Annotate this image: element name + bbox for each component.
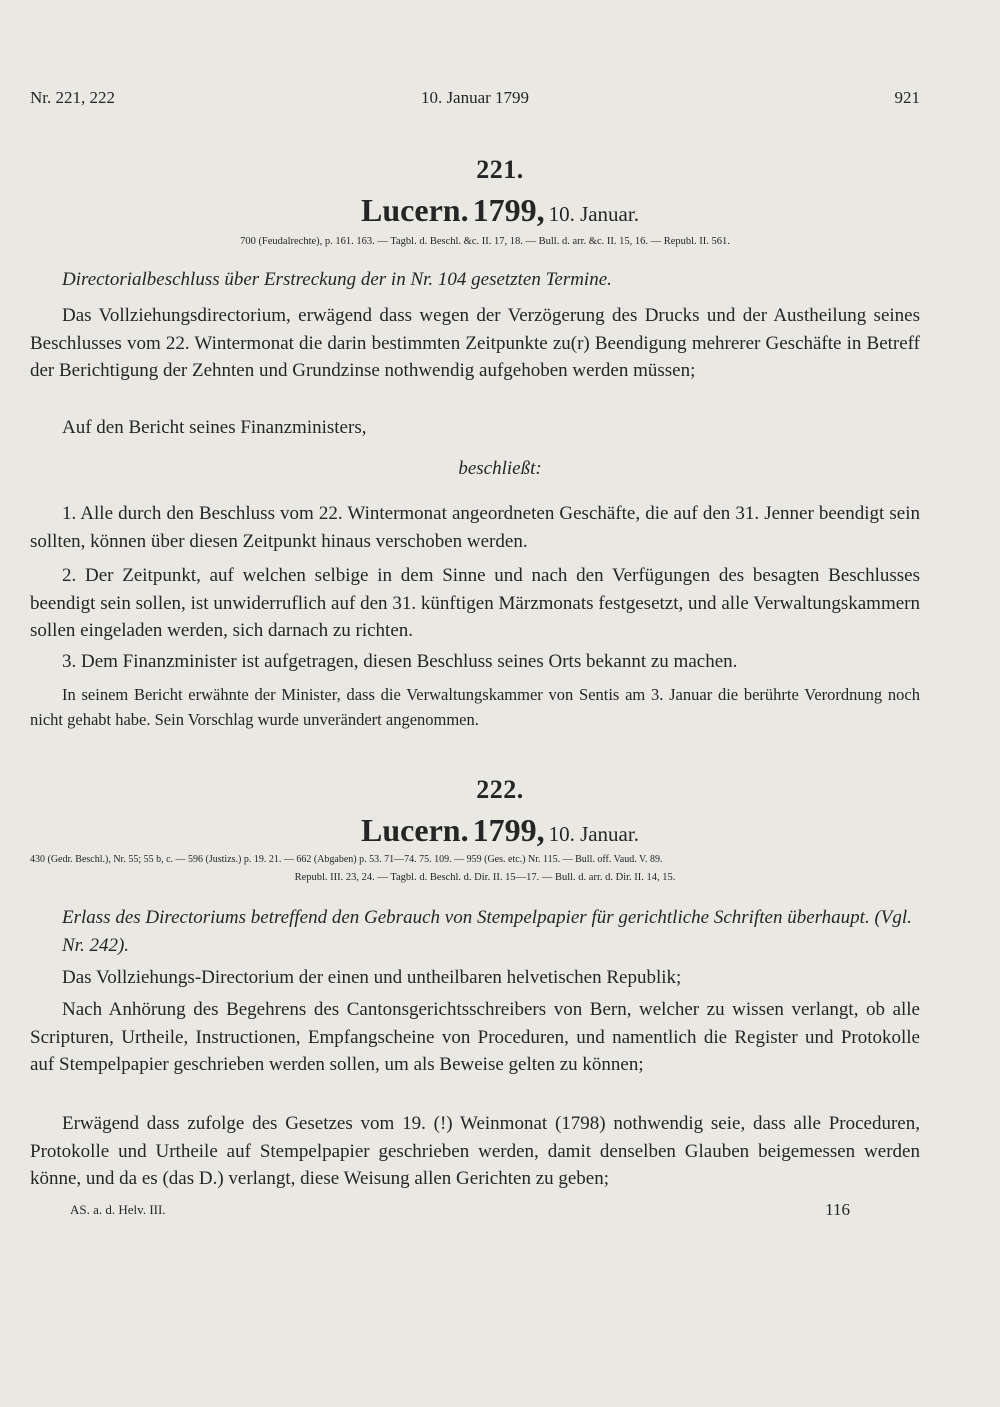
doc-221-sources: 700 (Feudalrechte), p. 161. 163. — Tagbl. d. Beschl. &c. II. 17, 18. — Bull. d. arr. &c. II. 15, 16. — Republ. II. 561. <box>240 236 730 247</box>
running-head-left: Nr. 221, 222 <box>30 88 115 107</box>
doc-222-date: 10. Januar. <box>548 822 639 846</box>
doc-221-resolves: beschließt: <box>458 458 542 479</box>
footer-signature: AS. a. d. Helv. III. <box>70 1202 166 1217</box>
doc-221-place: Lucern. <box>361 192 469 228</box>
doc-221-date: 10. Januar. <box>548 202 639 226</box>
doc-222-sources-line-2: Republ. III. 23, 24. — Tagbl. d. Beschl. d. Dir. II. 15—17. — Bull. d. arr. d. Dir. II. 14, 15. <box>294 872 676 883</box>
doc-221-preamble: Das Vollziehungsdirectorium, erwägend dass wegen der Verzögerung des Drucks und der Austheilung seines Beschlusses vom 22. Wintermonat die darin bestimmten Zeitpunkte zu(r) Beendigung mehrerer Geschäfte in Betreff der Berichtigung der Zehnten und Grundzinse nothwendig aufgehoben werden müssen; <box>30 305 920 381</box>
doc-221-note: In seinem Bericht erwähnte der Minister, dass die Verwaltungskammer von Sentis am 3. Januar die berührte Verordnung noch nicht gehabt habe. Sein Vorschlag wurde unverändert angenommen. <box>30 685 920 729</box>
doc-221-article-1: 1. Alle durch den Beschluss vom 22. Wintermonat angeordneten Geschäfte, die auf den 31. Jenner beendigt sein sollten, können über diesen Zeitpunkt hinaus verschoben werden. <box>30 503 920 552</box>
doc-221-heading <box>0 192 1000 229</box>
page-number: 921 <box>894 88 920 107</box>
doc-222-sources-line-1: 430 (Gedr. Beschl.), Nr. 55; 55 b, c. — 596 (Justizs.) p. 19. 21. — 662 (Abgaben) p. 53. 71—74. 75. 109. — 959 (Ges. etc.) Nr. 115. — Bull. off. Vaud. V. 89. <box>30 854 663 865</box>
doc-221-article-2: 2. Der Zeitpunkt, auf welchen selbige in dem Sinne und nach den Verfügungen des besagten Beschlusses beendigt sein sollen, ist unwiderruflich auf den 31. künftigen Märzmonats festgesetzt, und alle Verwaltungskammern sollen eingeladen werden, sich darnach zu richten. <box>30 565 920 641</box>
doc-222-title: Erlass des Directoriums betreffend den Gebrauch von Stempelpapier für gerichtliche Schriften überhaupt. (Vgl. Nr. 242). <box>62 907 912 956</box>
doc-221-year: 1799, <box>472 192 545 228</box>
doc-221-report: Auf den Bericht seines Finanzministers, <box>62 417 367 438</box>
doc-221-number: 221. <box>476 155 524 184</box>
doc-222-heading <box>0 812 1000 849</box>
doc-222-number: 222. <box>476 775 524 804</box>
running-head <box>30 88 920 112</box>
doc-222-considering: Erwägend dass zufolge des Gesetzes vom 19. (!) Weinmonat (1798) nothwendig seie, dass alle Proceduren, Protokolle und Urtheile auf Stempelpapier geschrieben werden, damit denselben Glauben beigemessen werden könne, und da es (das D.) verlangt, diese Weisung allen Gerichten zu geben; <box>30 1113 920 1189</box>
doc-222-year: 1799, <box>472 812 545 848</box>
footer-sheet-number: 116 <box>825 1200 850 1219</box>
doc-222-place: Lucern. <box>361 812 469 848</box>
doc-222-preamble: Das Vollziehungs-Directorium der einen und untheilbaren helvetischen Republik; <box>62 967 682 988</box>
running-head-date: 10. Januar 1799 <box>420 88 530 107</box>
page-footer <box>70 1200 850 1224</box>
doc-221-title: Directorialbeschluss über Erstreckung der in Nr. 104 gesetzten Termine. <box>62 269 612 290</box>
doc-221-article-3: 3. Dem Finanzminister ist aufgetragen, diesen Beschluss seines Orts bekannt zu machen. <box>62 651 738 672</box>
doc-222-hearing: Nach Anhörung des Begehrens des Cantonsgerichtsschreibers von Bern, welcher zu wissen verlangt, ob alle Scripturen, Urtheile, Instructionen, Empfangscheine von Proceduren, und namentlich die Register und Protokolle auf Stempelpapier geschrieben werden sollen, um als Beweise gelten zu können; <box>30 999 920 1075</box>
